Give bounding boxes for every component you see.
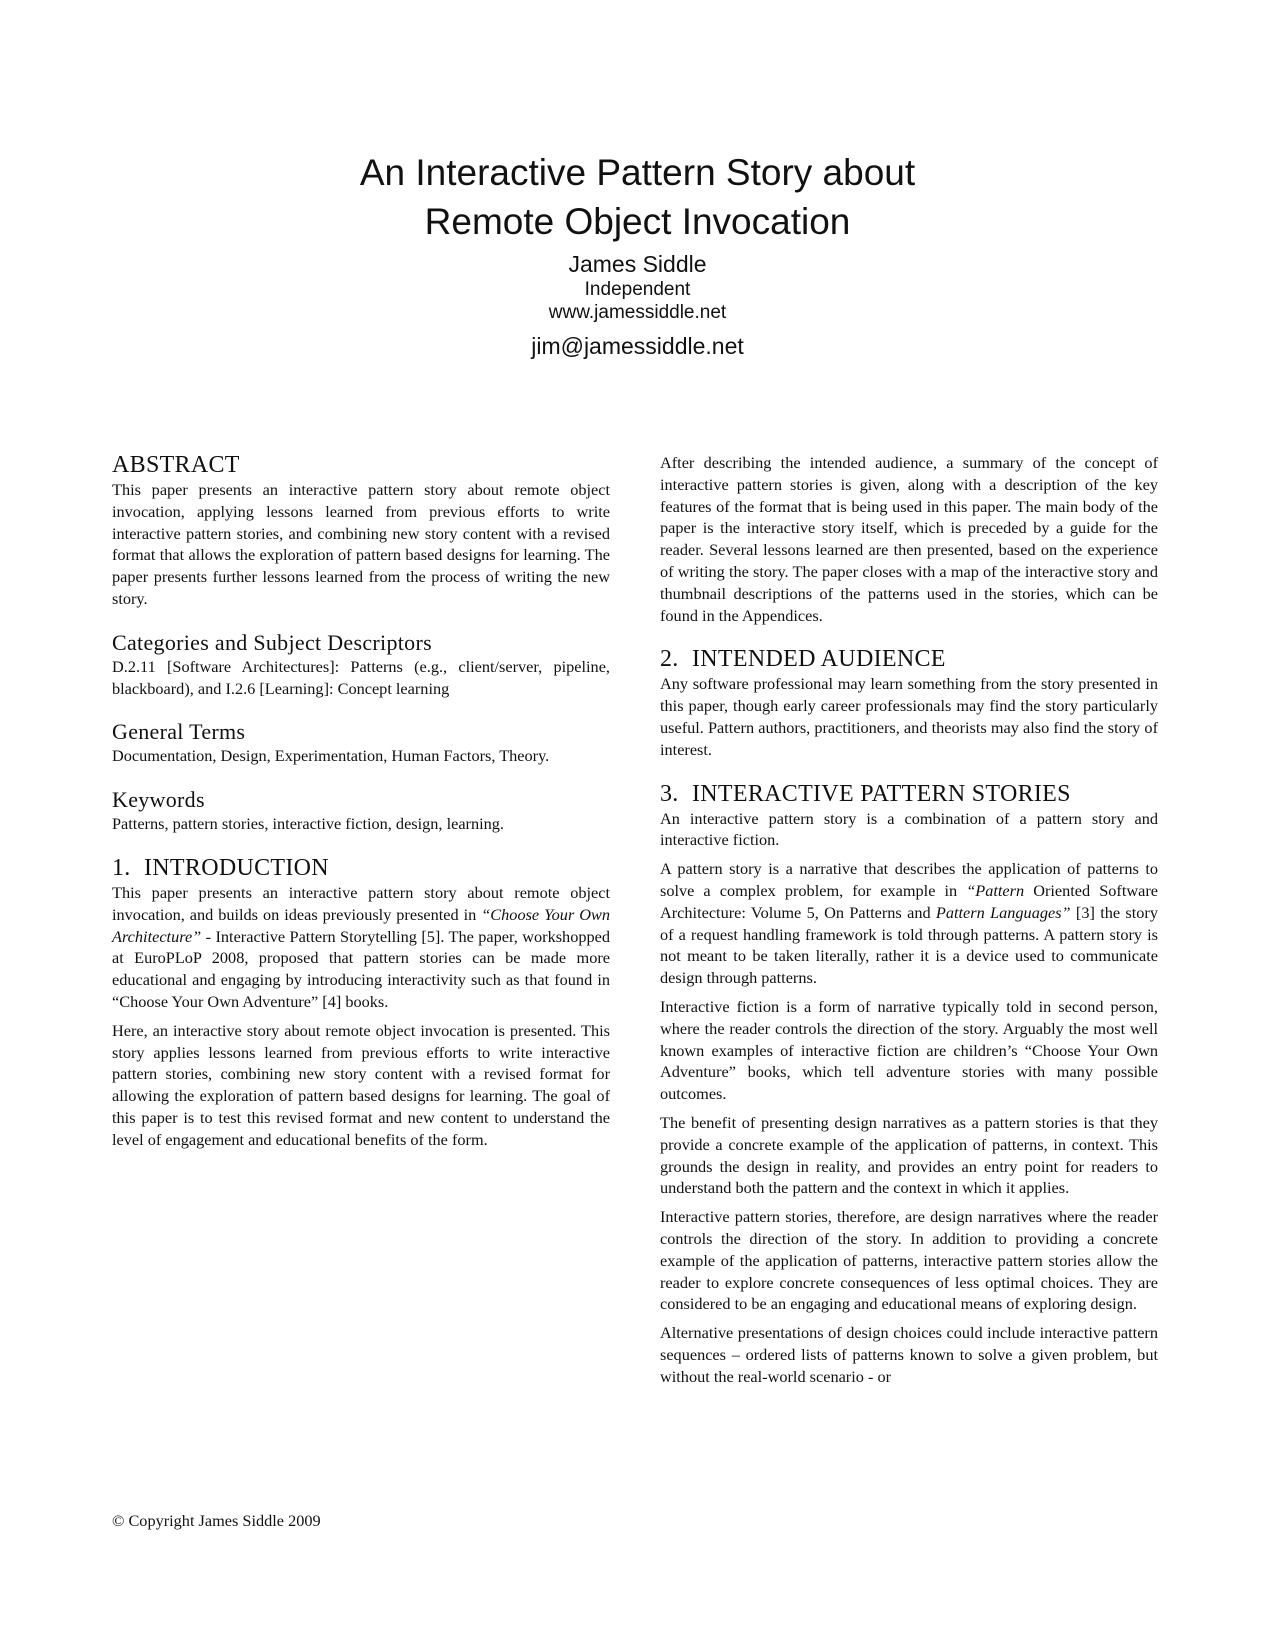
categories-heading: Categories and Subject Descriptors: [112, 629, 432, 655]
abstract-heading: ABSTRACT: [112, 452, 240, 478]
author-email: jim@jamessiddle.net: [531, 333, 744, 359]
author-name: James Siddle: [568, 251, 707, 277]
title-line-2: Remote Object Invocation: [424, 201, 851, 242]
categories-text: D.2.11 [Software Architectures]: Patterns (e.g., client/server, pipeline, blackboard), and I.2.6 [Learning]: Concept learning: [112, 656, 610, 698]
section-title: INTERACTIVE PATTERN STORIES: [692, 780, 1071, 807]
stories-text-part: Oriented Software Architecture: Volume 5, On Patterns and: [660, 880, 1159, 922]
keywords-heading: Keywords: [112, 787, 205, 813]
stories-paragraph-3: Interactive fiction is a form of narrative typically told in second person, where the reader controls the direction of the story. Arguably the most well known examples of interactive fiction are children’s “Choose Your Own Adventure” books, which tell adventure stories with many possible outcomes.: [660, 996, 1158, 1104]
section-number: 1.: [112, 854, 131, 881]
stories-paragraph-2: [660, 858, 1158, 989]
summary-paragraph: After describing the intended audience, a summary of the concept of interactive pattern stories is given, along with a description of the key features of the format that is being used in this paper. The main body of the paper is the interactive story itself, which is preceded by a guide for the reader. Several lessons learned are then presented, based on the experience of writing the story. The paper closes with a map of the interactive story and thumbnail descriptions of the patterns used in the stories, which can be found in the Appendices.: [660, 453, 1158, 625]
author-website: www.jamessiddle.net: [548, 302, 727, 323]
introduction-paragraph-2: Here, an interactive story about remote object invocation is presented. This story applies lessons learned from previous efforts to write interactive pattern stories, combining new story content with a revised format for allowing the exploration of pattern based designs for learning. The goal of this paper is to test this revised format and new content to understand the level of engagement and educational benefits of the form.: [112, 1020, 610, 1149]
left-column: [112, 452, 610, 1151]
stories-paragraph-4: The benefit of presenting design narratives as a pattern stories is that they provide a concrete example of the application of patterns, in context. This grounds the design in reality, and provides an entry point for readers to understand both the pattern and the context in which it applies.: [660, 1112, 1158, 1198]
right-column: [660, 452, 1158, 1387]
section-number: 3.: [660, 780, 679, 807]
interactive-pattern-stories-heading: [660, 781, 1158, 807]
intro-text-part: This paper presents an interactive pattern story about remote object invocation, and builds on ideas previously presented in: [112, 882, 610, 924]
stories-text-part: A pattern story is a narrative that describes the application of patterns to solve a complex problem, for example in: [660, 859, 1158, 900]
section-title: INTENDED AUDIENCE: [692, 646, 946, 673]
stories-text-part: [3] the story of a request handling framework is told through patterns. A pattern story is not meant to be taken literally, rather it is a device used to communicate design through patterns.: [660, 902, 1158, 988]
title-block: [0, 148, 1275, 360]
copyright-notice: © Copyright James Siddle 2009: [112, 1511, 321, 1530]
general-terms-heading: General Terms: [112, 719, 246, 745]
stories-cited-title: “Pattern: [966, 880, 1025, 900]
stories-paragraph-5: Interactive pattern stories, therefore, are design narratives where the reader controls the direction of the story. In addition to providing a concrete example of the application of patterns, interactive pattern stories allow the reader to explore concrete consequences of less optimal choices. They are considered to be an engaging and educational means of exploring design.: [660, 1207, 1158, 1314]
author-affiliation: Independent: [584, 279, 691, 300]
intro-cited-title: “Choose Your Own Architecture”: [112, 904, 610, 946]
introduction-heading: [112, 855, 610, 881]
section-number: 2.: [660, 646, 679, 673]
intro-text-part: - Interactive Pattern Storytelling [5]. The paper, workshopped at EuroPLoP 2008, proposed that pattern stories can be made more educational and engaging by introducing interactivity such as that found in “Choose Your Own Adventure” [4] books.: [112, 926, 610, 1011]
introduction-paragraph-1: [112, 882, 610, 1013]
keywords-text: Patterns, pattern stories, interactive fiction, design, learning.: [112, 814, 504, 834]
title-line-1: An Interactive Pattern Story about: [359, 152, 916, 193]
general-terms-text: Documentation, Design, Experimentation, Human Factors, Theory.: [112, 746, 550, 766]
paper-title: [0, 148, 1275, 246]
abstract-text: This paper presents an interactive pattern story about remote object invocation, applying lessons learned from previous efforts to write interactive pattern stories, and combining new story content with a revised format that allows the exploration of pattern based designs for learning. The paper presents further lessons learned from the process of writing the new story.: [112, 480, 610, 608]
section-title: INTRODUCTION: [144, 854, 329, 881]
stories-paragraph-6: Alternative presentations of design choices could include interactive pattern sequences – ordered lists of patterns known to solve a given problem, but without the real-world scenario - or: [660, 1323, 1158, 1386]
stories-paragraph-1: An interactive pattern story is a combination of a pattern story and interactive fiction.: [660, 808, 1158, 850]
intended-audience-heading: [660, 646, 1158, 672]
intended-audience-text: Any software professional may learn something from the story presented in this paper, though early career professionals may find the story particularly useful. Pattern authors, practitioners, and theorists may also find the story of interest.: [660, 674, 1158, 759]
stories-cited-title: Pattern Languages”: [935, 902, 1071, 922]
